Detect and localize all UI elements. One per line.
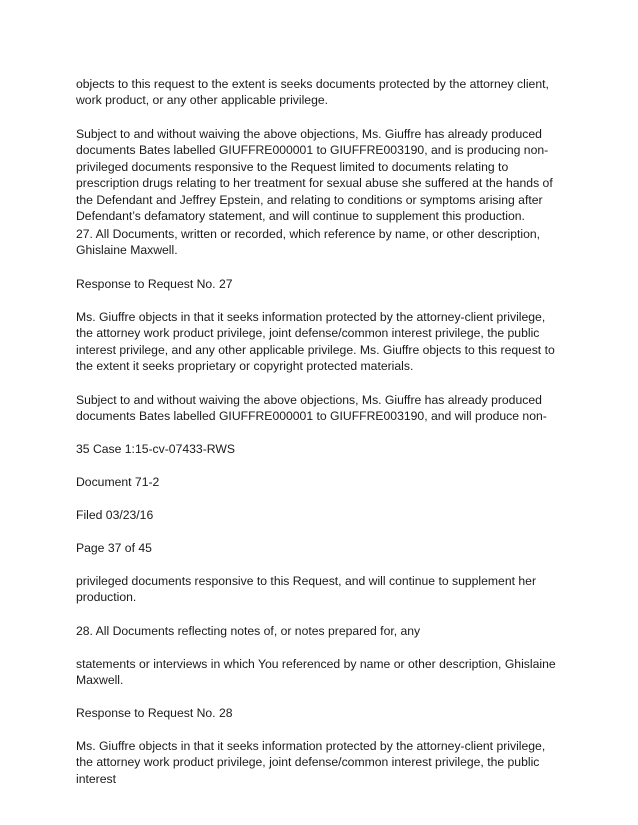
heading-response-28: Response to Request No. 28 <box>76 706 233 720</box>
heading-response-27: Response to Request No. 27 <box>76 277 233 291</box>
paragraph-production-statement: Subject to and without waiving the above objections, Ms. Giuffre has already produced documents Bates labelled GIUFFRE000001 to GIUFFRE003190, and is producing non-privileged documents responsive to the Request limited to documents relating to prescription drugs relating to her treatment for sexual abuse she suffered at the hands of the Defendant and Jeffrey Epstein, and relating to conditions or symptoms arising after Defendant’s defamatory statement, and will continue to supplement this production. <box>76 127 553 224</box>
paragraph-request-27: 27. All Documents, written or recorded, which reference by name, or other description, Ghislaine Maxwell. <box>76 227 541 258</box>
paragraph-privilege-objection: objects to this request to the extent is seeks documents protected by the attorney client, work product, or any other applicable privilege. <box>76 77 549 108</box>
paragraph-objection-28: Ms. Giuffre objects in that it seeks information protected by the attorney-client privilege, the attorney work product privilege, joint defense/common interest privilege, the public interest <box>76 739 546 786</box>
paragraph-objection-27: Ms. Giuffre objects in that it seeks information protected by the attorney-client privilege, the attorney work product privilege, joint defense/common interest privilege, the public interest privilege, and any other applicable privilege. Ms. Giuffre objects to this request to the extent it seeks proprietary or copyright protected materials. <box>76 310 555 374</box>
paragraph-continuation: privileged documents responsive to this Request, and will continue to supplement her production. <box>76 574 537 605</box>
paragraph-request-28: 28. All Documents reflecting notes of, or notes prepared for, any <box>76 624 421 638</box>
page-number-line: Page 37 of 45 <box>76 541 152 555</box>
document-number-line: Document 71-2 <box>76 475 160 489</box>
case-number-line: 35 Case 1:15-cv-07433-RWS <box>76 442 235 456</box>
paragraph-subject-to-27: Subject to and without waiving the above objections, Ms. Giuffre has already produced documents Bates labelled GIUFFRE000001 to GIUFFRE003190, and will produce non- <box>76 393 547 424</box>
paragraph-request-28-continued: statements or interviews in which You referenced by name or other description, Ghislaine Maxwell. <box>76 657 556 688</box>
filed-date-line: Filed 03/23/16 <box>76 508 154 522</box>
